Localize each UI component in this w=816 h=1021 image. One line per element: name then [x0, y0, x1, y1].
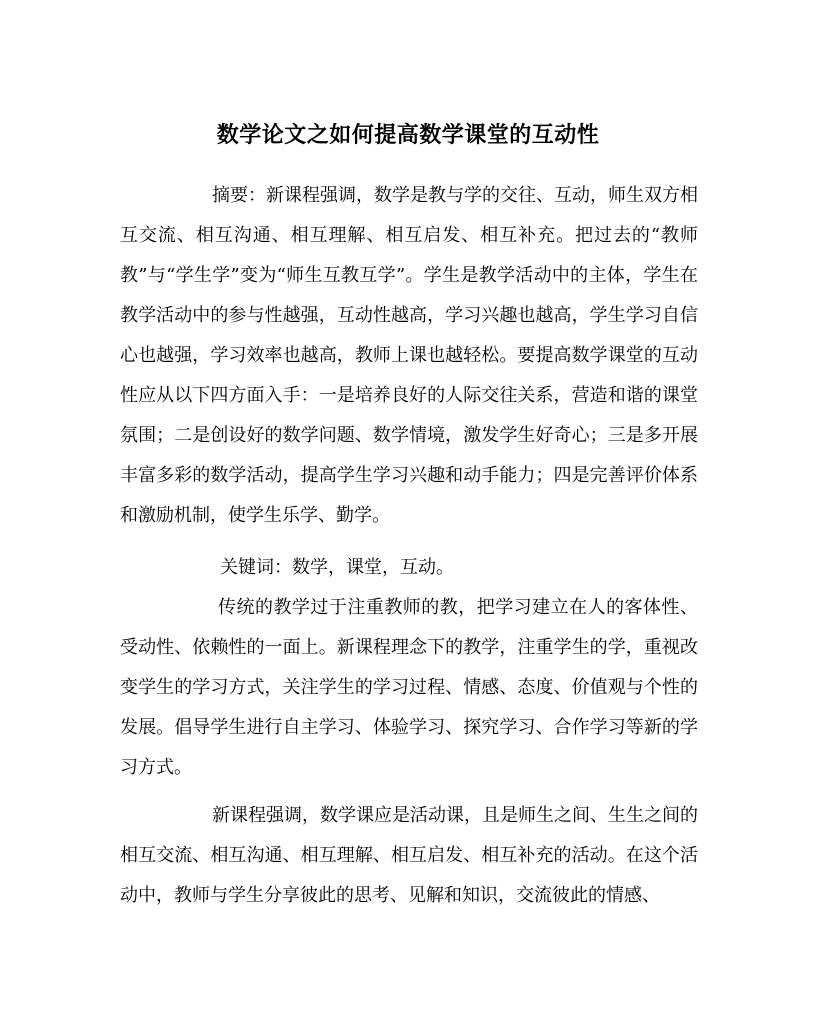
keywords-line: 关键词：数学，课堂，互动。 — [220, 557, 454, 578]
abstract-paragraph: 摘要：新课程强调，数学是教与学的交往、互动，师生双方相互交流、相互沟通、相互理解、相互启发、相互补充。把过去的“教师教”与“学生学”变为“师生互教互学”。学生是教学活动中的主体，学生在教学活动中的参与性越强，互动性越高，学习兴趣也越高，学生学习自信心也越强，学习效率也越高，教师上课也越轻松。要提高数学课堂的互动性应从以下四方面入手：一是培养良好的人际交往关系，营造和谐的课堂氛围；二是创设好的数学问题、数学情境，激发学生好奇心；三是多开展丰富多彩的数学活动，提高学生学习兴趣和动手能力；四是完善评价体系和激励机制，使学生乐学、勤学。 — [120, 185, 698, 526]
document-title: 数学论文之如何提高数学课堂的互动性 — [216, 121, 600, 148]
body-paragraph: 传统的教学过于注重教师的教，把学习建立在人的客体性、受动性、依赖性的一面上。新课程理念下的教学，注重学生的学，重视改变学生的学习方式，关注学生的学习过程、情感、态度、价值观与个性的发展。倡导学生进行自主学习、体验学习、探究学习、合作学习等新的学习方式。 — [120, 597, 698, 778]
body-paragraph: 新课程强调，数学课应是活动课，且是师生之间、生生之间的相互交流、相互沟通、相互理解、相互启发、相互补充的活动。在这个活动中，教师与学生分享彼此的思考、见解和知识，交流彼此的情感、 — [120, 805, 698, 906]
